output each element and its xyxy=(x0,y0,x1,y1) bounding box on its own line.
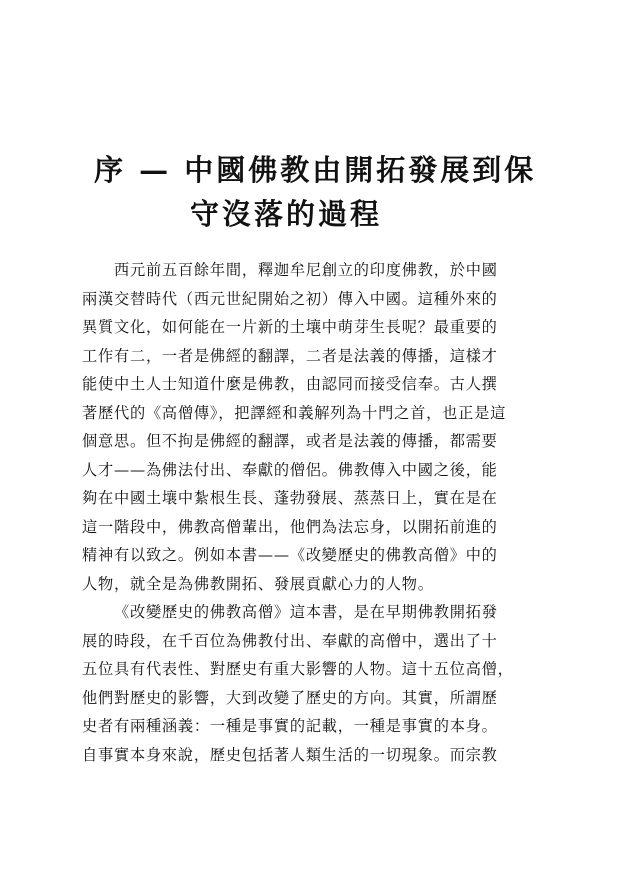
text-line: 他們對歷史的影響，大到改變了歷史的方向。其實，所謂歷 xyxy=(82,688,498,707)
text-line: 異質文化，如何能在一片新的土壤中萌芽生長呢？最重要的 xyxy=(82,318,498,336)
text-line: 兩漢交替時代（西元世紀開始之初）傳入中國。這種外來的 xyxy=(82,289,498,308)
text-line: 人物，就全是為佛教開拓、發展貢獻心力的人物。 xyxy=(82,574,434,593)
paragraph-1 xyxy=(82,256,542,598)
text-line: 這一階段中，佛教高僧輩出，他們為法忘身，以開拓前進的 xyxy=(82,517,498,536)
text-line: 自事實本身來說，歷史包括著人類生活的一切現象。而宗教 xyxy=(82,745,498,764)
chapter-title-line-1: 序 — 中國佛教由開拓發展到保 xyxy=(94,153,537,187)
text-line: 展的時段，在千百位為佛教付出、奉獻的高僧中，選出了十 xyxy=(82,631,498,650)
text-line: 個意思。但不拘是佛經的翻譯，或者是法義的傳播，都需要 xyxy=(82,432,498,450)
body-text xyxy=(82,256,542,769)
text-line: 史者有兩種涵義：一種是事實的記載，一種是事實的本身。 xyxy=(82,717,498,735)
chapter-title-line-2: 守沒落的過程 xyxy=(190,197,383,231)
text-line: 著歷代的《高僧傳》，把譯經和義解列為十門之首，也正是這 xyxy=(82,403,507,422)
text-line: 工作有二，一者是佛經的翻譯，二者是法義的傳播，這樣才 xyxy=(82,346,498,365)
text-line: 五位具有代表性、對歷史有重大影響的人物。這十五位高僧， xyxy=(82,660,514,678)
chapter-title xyxy=(94,148,554,236)
text-line: 能使中土人士知道什麼是佛教，由認同而接受信奉。古人撰 xyxy=(82,375,498,393)
text-line: 人才——為佛法付出、奉獻的僧侶。佛教傳入中國之後，能 xyxy=(82,460,498,479)
text-line: 精神有以致之。例如本書——《改變歷史的佛教高僧》中的 xyxy=(82,546,498,564)
text-line: 《改變歷史的佛教高僧》這本書，是在早期佛教開拓發 xyxy=(114,603,498,621)
text-line: 西元前五百餘年間，釋迦牟尼創立的印度佛教，於中國 xyxy=(114,261,498,279)
paragraph-2 xyxy=(82,598,542,769)
text-line: 夠在中國土壤中紮根生長、蓬勃發展、蒸蒸日上，實在是在 xyxy=(82,489,498,507)
